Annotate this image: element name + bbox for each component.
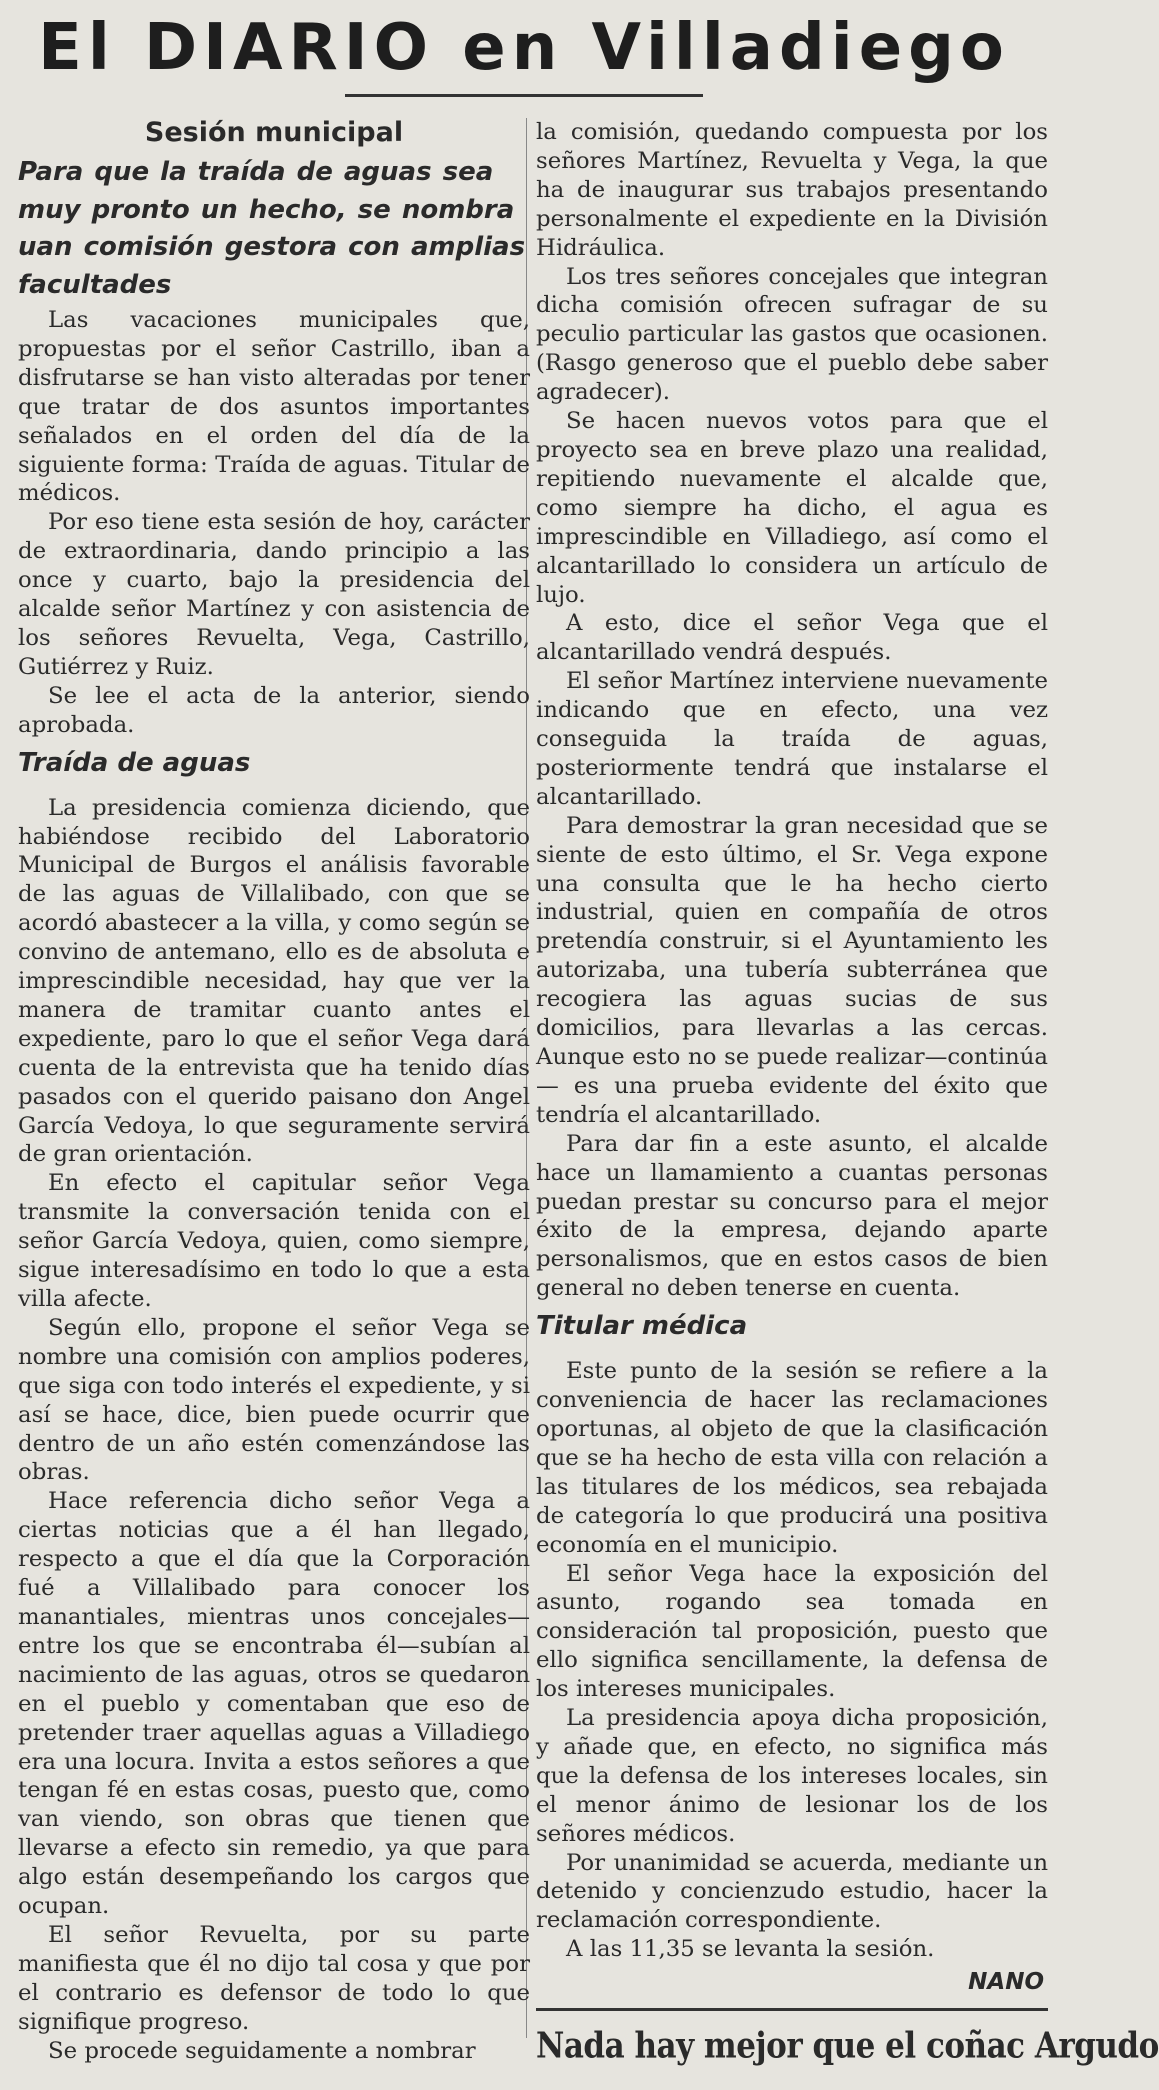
subhead-medical: Titular médica: [536, 1311, 748, 1342]
article-paragraph: Hace referencia dicho señor Vega a ciertas noticias que a él han llegado, respecto a que el día que la Corporación fué a Villalibado para conocer los manantiales, mientras unos concejales—entre los que se encontraba él—subían al nacimiento de las aguas, otros se quedaron en el pueblo y comentaban que eso de pretender traer aquellas aguas a Villadiego era una locura. Invita a estos señores a que tengan fé en estas cosas, puesto que, como van viendo, son obras que tienen que llevarse a efecto sin remedio, ya que para algo están desempeñando los cargos que ocupan.: [18, 1488, 530, 1920]
article-paragraph: En efecto el capitular señor Vega transmite la conversación tenida con el señor García Vedoya, quien, como siempre, sigue interesadísimo en todo lo que a esta villa afecte.: [18, 1170, 530, 1312]
article-headline: Para que la traída de aguas sea muy pronto un hecho, se nombra uan comisión gestora con amplias facultades: [18, 157, 526, 300]
subhead-water: Traída de aguas: [18, 747, 251, 778]
masthead-rule: [345, 94, 703, 97]
article-paragraph: La presidencia apoya dicha proposición, y añade que, en efecto, no significa más que la defensa de los intereses locales, sin el menor ánimo de lesionar los de los señores médicos.: [536, 1705, 1048, 1847]
section-title: Sesión municipal: [144, 117, 404, 148]
article-paragraph: Los tres señores concejales que integran dicha comisión ofrecen sufragar de su peculio particular las gastos que ocasionen. (Rasgo generoso que el pueblo debe saber agradecer).: [536, 263, 1048, 406]
article-paragraph: Se procede seguidamente a nombrar: [48, 2037, 476, 2064]
article-paragraph: La presidencia comienza diciendo, que habiéndose recibido del Laboratorio Municipal de Burgos el análisis favorable de las aguas de Villalibado, con que se acordó abastecer a la villa, y como según se convino de antemano, ello es de absoluta e imprescindible necesidad, hay que ver la manera de tramitar cuanto antes el expediente, paro lo que el señor Vega dará cuenta de la entrevista que ha tenido días pasados con el querido paisano don Angel García Vedoya, lo que seguramente servirá de gran orientación.: [18, 794, 530, 1168]
article-paragraph: Se lee el acta de la anterior, siendo aprobada.: [18, 682, 530, 738]
masthead-title: El DIARIO en Villadiego: [38, 11, 1010, 85]
article-paragraph: El señor Martínez interviene nuevamente indicando que en efecto, una vez conseguida la traída de aguas, posteriormente tendrá que instalarse el alcantarillado.: [536, 668, 1048, 810]
article-paragraph: Las vacaciones municipales que, propuestas por el señor Castrillo, iban a disfrutarse se han visto alteradas por tener que tratar de dos asuntos importantes señalados en el orden del día de la siguiente forma: Traída de aguas. Titular de médicos.: [18, 307, 530, 507]
advert-rule: [536, 2008, 1048, 2011]
article-paragraph: la comisión, quedando compuesta por los señores Martínez, Revuelta y Vega, la que ha de inaugurar sus trabajos presentando personalmente el expediente en la División Hidráulica.: [536, 119, 1048, 261]
article-paragraph: Por unanimidad se acuerda, mediante un detenido y concienzudo estudio, hacer la reclamación correspondiente.: [536, 1849, 1048, 1934]
advert-banner: Nada hay mejor que el coñac Argudo: [536, 2025, 1159, 2067]
article-paragraph: Para demostrar la gran necesidad que se siente de esto último, el Sr. Vega expone una consulta que le ha hecho cierto industrial, quien en compañía de otros pretendía construir, si el Ayuntamiento les autorizaba, una tubería subterránea que recogiera las aguas sucias de sus domicilios, para llevarlas a las cercas. Aunque esto no se puede realizar—continúa— es una prueba evidente del éxito que tendría el alcantarillado.: [536, 812, 1048, 1128]
left-column: [18, 118, 530, 2065]
article-paragraph: El señor Revuelta, por su parte manifiesta que él no dijo tal cosa y que por el contrario es defensor de todo lo que signifique progreso.: [18, 1921, 530, 2035]
author-signature: NANO: [968, 1969, 1044, 1996]
article-paragraph: Por eso tiene esta sesión de hoy, carácter de extraordinaria, dando principio a las once y cuarto, bajo la presidencia del alcalde señor Martínez y con asistencia de los señores Revuelta, Vega, Castrillo, Gutiérrez y Ruiz.: [18, 509, 530, 680]
article-paragraph: Se hacen nuevos votos para que el proyecto sea en breve plazo una realidad, repitiendo nuevamente el alcalde que, como siempre ha dicho, el agua es imprescindible en Villadiego, así como el alcantarillado lo considera un artículo de lujo.: [536, 408, 1048, 608]
right-column: [536, 118, 1159, 2069]
article-paragraph: Este punto de la sesión se refiere a la conveniencia de hacer las reclamaciones oportunas, al objeto de que la clasificación que se ha hecho de esta villa con relación a las titulares de los médicos, sea rebajada de categoría lo que producirá una positiva economía en el municipio.: [536, 1358, 1048, 1558]
article-paragraph: A las 11,35 se levanta la sesión.: [566, 1936, 935, 1963]
article-paragraph: Para dar fin a este asunto, el alcalde hace un llamamiento a cuantas personas puedan prestar su concurso para el mejor éxito de la empresa, dejando aparte personalismos, que en estos casos de bien general no deben tenerse en cuenta.: [536, 1130, 1048, 1302]
article-paragraph: Según ello, propone el señor Vega se nombre una comisión con amplios poderes, que siga con todo interés el expediente, y si así se hace, dice, bien puede ocurrir que dentro de un año estén comenzándose las obras.: [18, 1314, 530, 1486]
article-paragraph: A esto, dice el señor Vega que el alcantarillado vendrá después.: [536, 610, 1048, 666]
article-paragraph: El señor Vega hace la exposición del asunto, rogando sea tomada en consideración tal proposición, puesto que ello significa sencillamente, la defensa de los intereses municipales.: [536, 1560, 1048, 1703]
